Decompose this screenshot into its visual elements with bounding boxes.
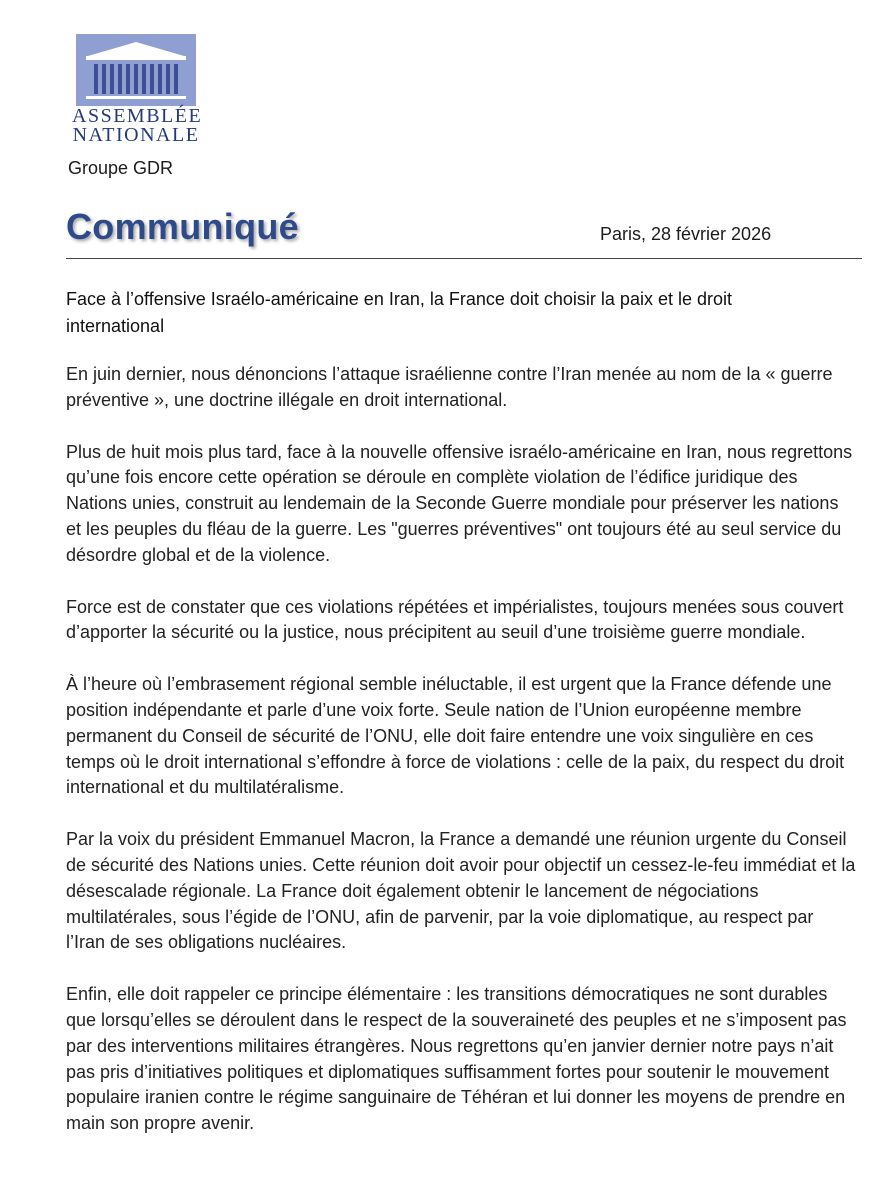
logo-text-assemblee: ASSEMBLÉE <box>72 105 203 127</box>
group-name: Groupe GDR <box>68 158 174 178</box>
paragraph: Plus de huit mois plus tard, face à la nouvelle offensive israélo-américaine en Iran, nous regrettons qu’une fois encore cette opération se déroule en complète violation de l’édifice juridique des Nations unies, construit au lendemain de la Seconde Guerre mondiale pour préserver les nations et les peuples du fléau de la guerre. Les "guerres préventives" ont toujours été au seul service du désordre global et de la violence. <box>66 441 853 565</box>
paragraph: À l’heure où l’embrasement régional semble inéluctable, il est urgent que la France défende une position indépendante et parle d’une voix forte. Seule nation de l’Union européenne membre permanent du Conseil de sécurité de l’ONU, elle doit faire entendre une voix singulière en ces temps où le droit international s’effondre à force de violations : celle de la paix, du respect du droit international et du multilatéralisme. <box>66 674 845 798</box>
paragraph: Force est de constater que ces violations répétées et impérialistes, toujours menées sous couvert d’apporter la sécurité ou la justice, nous précipitent au seuil d’une troisième guerre mondiale. <box>66 596 844 643</box>
header-divider <box>66 258 862 259</box>
paragraph: En juin dernier, nous dénoncions l’attaque israélienne contre l’Iran menée au nom de la « guerre préventive », une doctrine illégale en droit international. <box>66 364 833 410</box>
communique-body <box>66 362 856 1163</box>
headline: Face à l’offensive Israélo-américaine en Iran, la France doit choisir la paix et le droit international <box>66 289 732 336</box>
paragraph: Par la voix du président Emmanuel Macron, la France a demandé une réunion urgente du Conseil de sécurité des Nations unies. Cette réunion doit avoir pour objectif un cessez-le-feu immédiat et la désescalade régionale. La France doit également obtenir le lancement de négociations multilatérales, sous l’égide de l’ONU, afin de parvenir, par la voie diplomatique, au respect par l’Iran de ses obligations nucléaires. <box>66 829 856 953</box>
date-line: Paris, 28 février 2026 <box>600 224 772 244</box>
paragraph: Enfin, elle doit rappeler ce principe élémentaire : les transitions démocratiques ne sont durables que lorsqu’elles se déroulent dans le respect de la souveraineté des peuples et ne s’imposent pas par des interventions militaires étrangères. Nous regrettons qu’en janvier dernier notre pays n’ait pas pris d’initiatives politiques et diplomatiques suffisamment fortes pour soutenir le mouvement populaire iranien contre le régime sanguinaire de Téhéran et lui donner les moyens de prendre en main son propre avenir. <box>66 984 847 1134</box>
page-title: Communiqué <box>66 206 299 247</box>
logo-text-nationale: NATIONALE <box>72 124 200 146</box>
